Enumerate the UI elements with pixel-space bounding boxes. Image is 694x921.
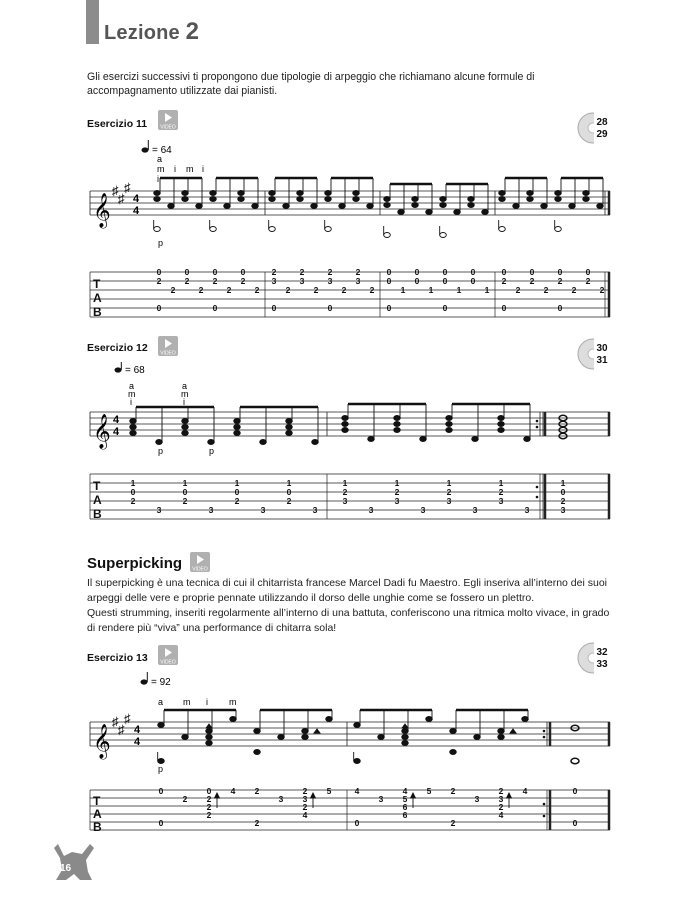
svg-text:0: 0 xyxy=(442,267,448,277)
svg-text:♯: ♯ xyxy=(124,711,131,726)
svg-text:2: 2 xyxy=(369,285,375,295)
svg-text:♯: ♯ xyxy=(118,722,125,737)
svg-text:0: 0 xyxy=(470,267,476,277)
page-number: 16 xyxy=(60,863,72,874)
tempo-marking: = 92 xyxy=(151,677,171,688)
svg-text:0: 0 xyxy=(386,303,392,313)
svg-text:1: 1 xyxy=(286,478,292,488)
svg-text:2: 2 xyxy=(271,267,277,277)
svg-text:0: 0 xyxy=(271,303,277,313)
svg-text:3: 3 xyxy=(472,505,478,515)
svg-text:♯: ♯ xyxy=(118,191,125,206)
svg-text:3: 3 xyxy=(156,505,162,515)
svg-text:0: 0 xyxy=(286,487,292,497)
superpicking-paragraph: Il superpicking è una tecnica di cui il chitarrista francese Marcel Dadi fu Maestro. Egli inseriva all’interno dei suoi arpeggi delle vere e proprie pennate utilizzando il dorso delle unghie come se fossero un plettro. xyxy=(87,577,607,604)
svg-text:3: 3 xyxy=(271,276,277,286)
svg-text:1: 1 xyxy=(428,285,434,295)
finger-i: i xyxy=(202,164,204,174)
svg-text:1: 1 xyxy=(394,478,400,488)
svg-text:4: 4 xyxy=(498,810,504,820)
finger-a: a xyxy=(158,697,164,707)
svg-text:0: 0 xyxy=(572,786,578,796)
svg-text:3: 3 xyxy=(378,794,384,804)
exercise-11-label: Esercizio 11 xyxy=(87,118,148,130)
svg-text:4: 4 xyxy=(113,414,120,426)
finger-i: i xyxy=(183,397,185,407)
svg-text:2: 2 xyxy=(355,267,361,277)
svg-text:3: 3 xyxy=(446,496,452,506)
svg-text:𝄞: 𝄞 xyxy=(93,415,111,448)
svg-text:0: 0 xyxy=(212,267,218,277)
video-label: VIDEO xyxy=(160,659,176,666)
lesson-number: 2 xyxy=(185,18,200,45)
intro-paragraph: Gli esercizi successivi ti propongono due tipologie di arpeggio che richiamano alcune formule di accompagnamento utilizzate dai pianisti. xyxy=(87,71,535,97)
svg-text:2: 2 xyxy=(130,496,136,506)
svg-text:4: 4 xyxy=(522,786,528,796)
svg-text:1: 1 xyxy=(498,478,504,488)
audio-track-icon[interactable] xyxy=(577,640,613,676)
svg-text:0: 0 xyxy=(442,276,448,286)
svg-text:0: 0 xyxy=(470,276,476,286)
svg-text:2: 2 xyxy=(394,487,400,497)
svg-text:6: 6 xyxy=(402,810,408,820)
svg-text:3: 3 xyxy=(208,505,214,515)
finger-m: m xyxy=(128,389,136,399)
svg-text:3: 3 xyxy=(302,794,308,804)
tab-letter: A xyxy=(93,807,102,821)
video-icon[interactable] xyxy=(189,551,211,573)
svg-text:𝄞: 𝄞 xyxy=(93,194,111,227)
svg-text:3: 3 xyxy=(524,505,530,515)
video-label: VIDEO xyxy=(160,350,176,357)
exercise-11-score xyxy=(85,140,615,320)
finger-i: i xyxy=(206,697,208,707)
svg-text:2: 2 xyxy=(206,802,212,812)
svg-text:♯: ♯ xyxy=(112,183,119,198)
section-title: Superpicking xyxy=(87,555,183,572)
svg-text:1: 1 xyxy=(484,285,490,295)
svg-text:0: 0 xyxy=(158,786,164,796)
svg-text:2: 2 xyxy=(206,810,212,820)
svg-text:2: 2 xyxy=(498,802,504,812)
svg-text:2: 2 xyxy=(184,276,190,286)
svg-text:0: 0 xyxy=(386,267,392,277)
svg-text:0: 0 xyxy=(158,818,164,828)
svg-text:0: 0 xyxy=(572,818,578,828)
svg-text:2: 2 xyxy=(498,487,504,497)
tab-letter: B xyxy=(93,507,102,521)
svg-text:0: 0 xyxy=(156,303,162,313)
track-number: 28 xyxy=(596,117,608,128)
svg-text:0: 0 xyxy=(212,303,218,313)
finger-i: i xyxy=(174,164,176,174)
tab-letter: T xyxy=(93,794,101,808)
tab-letter: B xyxy=(93,305,102,319)
svg-text:♯: ♯ xyxy=(112,714,119,729)
svg-text:2: 2 xyxy=(254,285,260,295)
svg-text:2: 2 xyxy=(206,794,212,804)
tempo-marking: = 64 xyxy=(152,145,172,156)
svg-text:3: 3 xyxy=(394,496,400,506)
finger-m: m xyxy=(229,697,237,707)
svg-text:2: 2 xyxy=(450,786,456,796)
svg-text:2: 2 xyxy=(240,276,246,286)
finger-p: p xyxy=(158,238,164,248)
svg-text:2: 2 xyxy=(498,786,504,796)
finger-a: a xyxy=(129,381,135,391)
svg-text:1: 1 xyxy=(446,478,452,488)
svg-text:1: 1 xyxy=(182,478,188,488)
svg-text:4: 4 xyxy=(134,724,141,736)
svg-text:0: 0 xyxy=(240,267,246,277)
svg-text:4: 4 xyxy=(230,786,236,796)
track-number: 29 xyxy=(596,129,608,140)
finger-a: a xyxy=(157,154,163,164)
svg-text:2: 2 xyxy=(299,267,305,277)
svg-text:4: 4 xyxy=(354,786,360,796)
tab-letter: B xyxy=(93,820,102,834)
svg-text:5: 5 xyxy=(426,786,432,796)
finger-a: a xyxy=(182,381,188,391)
svg-text:4: 4 xyxy=(113,426,120,438)
svg-text:3: 3 xyxy=(342,496,348,506)
svg-text:2: 2 xyxy=(302,786,308,796)
svg-text:4: 4 xyxy=(402,786,408,796)
svg-text:3: 3 xyxy=(498,496,504,506)
track-number: 31 xyxy=(596,355,608,366)
svg-text:1: 1 xyxy=(560,478,566,488)
svg-text:2: 2 xyxy=(327,267,333,277)
video-icon[interactable] xyxy=(157,644,179,666)
svg-text:5: 5 xyxy=(402,794,408,804)
finger-m: m xyxy=(183,697,191,707)
finger-m: m xyxy=(157,164,165,174)
svg-text:3: 3 xyxy=(498,794,504,804)
track-number: 30 xyxy=(596,343,608,354)
tab-letter: T xyxy=(93,479,101,493)
svg-text:0: 0 xyxy=(354,818,360,828)
svg-text:2: 2 xyxy=(446,487,452,497)
video-icon[interactable] xyxy=(157,109,179,131)
svg-text:3: 3 xyxy=(420,505,426,515)
svg-text:0: 0 xyxy=(156,267,162,277)
finger-m: m xyxy=(181,389,189,399)
video-icon[interactable] xyxy=(157,335,179,357)
tab-letter: A xyxy=(93,291,102,305)
lesson-title xyxy=(104,18,199,46)
svg-text:2: 2 xyxy=(226,285,232,295)
finger-p: p xyxy=(158,446,164,456)
svg-text:3: 3 xyxy=(560,505,566,515)
svg-text:5: 5 xyxy=(326,786,332,796)
svg-text:4: 4 xyxy=(133,205,140,217)
svg-text:4: 4 xyxy=(302,810,308,820)
exercise-12-label: Esercizio 12 xyxy=(87,342,148,354)
svg-text:2: 2 xyxy=(560,496,566,506)
exercise-12-score xyxy=(85,362,615,522)
svg-text:2: 2 xyxy=(182,794,188,804)
svg-text:3: 3 xyxy=(260,505,266,515)
svg-text:0: 0 xyxy=(414,276,420,286)
finger-p: p xyxy=(158,764,164,774)
track-number: 32 xyxy=(596,647,608,658)
svg-text:0: 0 xyxy=(206,786,212,796)
header-bar xyxy=(86,0,99,44)
svg-text:2: 2 xyxy=(254,818,260,828)
svg-text:0: 0 xyxy=(234,487,240,497)
svg-text:3: 3 xyxy=(299,276,305,286)
svg-text:3: 3 xyxy=(474,794,480,804)
tempo-marking: = 68 xyxy=(125,365,145,376)
video-label: VIDEO xyxy=(192,566,208,573)
svg-text:4: 4 xyxy=(134,736,141,748)
svg-text:1: 1 xyxy=(456,285,462,295)
tab-letter: T xyxy=(93,277,101,291)
svg-text:0: 0 xyxy=(442,303,448,313)
mascot-logo xyxy=(52,842,98,882)
svg-text:0: 0 xyxy=(327,303,333,313)
svg-text:3: 3 xyxy=(312,505,318,515)
svg-text:2: 2 xyxy=(341,285,347,295)
svg-text:2: 2 xyxy=(286,496,292,506)
svg-text:2: 2 xyxy=(156,276,162,286)
svg-text:1: 1 xyxy=(130,478,136,488)
svg-text:2: 2 xyxy=(182,496,188,506)
svg-text:𝄞: 𝄞 xyxy=(93,725,111,758)
svg-text:2: 2 xyxy=(254,786,260,796)
svg-text:2: 2 xyxy=(234,496,240,506)
svg-text:0: 0 xyxy=(386,276,392,286)
track-number: 33 xyxy=(596,659,608,670)
svg-text:4: 4 xyxy=(133,193,140,205)
superpicking-paragraph: Questi strumming, inseriti regolarmente all’interno di una battuta, conferiscono una ritmica molto vivace, in grado di rendere più “viva” una performance di chitarra sola! xyxy=(87,607,610,634)
svg-text:3: 3 xyxy=(355,276,361,286)
svg-text:0: 0 xyxy=(560,487,566,497)
svg-text:1: 1 xyxy=(400,285,406,295)
svg-text:2: 2 xyxy=(170,285,176,295)
svg-text:0: 0 xyxy=(182,487,188,497)
exercise-13-label: Esercizio 13 xyxy=(87,652,148,664)
svg-text:3: 3 xyxy=(368,505,374,515)
finger-p: p xyxy=(209,446,215,456)
svg-text:2: 2 xyxy=(198,285,204,295)
tab-letter: A xyxy=(93,493,102,507)
svg-text:0: 0 xyxy=(184,267,190,277)
svg-text:2: 2 xyxy=(212,276,218,286)
svg-text:2: 2 xyxy=(285,285,291,295)
finger-i: i xyxy=(157,174,159,184)
svg-text:♯: ♯ xyxy=(124,180,131,195)
video-label: VIDEO xyxy=(160,124,176,131)
svg-text:1: 1 xyxy=(234,478,240,488)
finger-i: i xyxy=(130,397,132,407)
lesson-word: Lezione xyxy=(104,22,180,44)
svg-text:6: 6 xyxy=(402,802,408,812)
svg-text:2: 2 xyxy=(450,818,456,828)
svg-text:2: 2 xyxy=(342,487,348,497)
svg-text:2: 2 xyxy=(302,802,308,812)
svg-text:2: 2 xyxy=(313,285,319,295)
svg-text:0: 0 xyxy=(130,487,136,497)
svg-text:1: 1 xyxy=(342,478,348,488)
finger-m: m xyxy=(186,164,194,174)
svg-text:3: 3 xyxy=(278,794,284,804)
svg-text:3: 3 xyxy=(327,276,333,286)
exercise-13-score xyxy=(85,672,615,837)
svg-text:0: 0 xyxy=(414,267,420,277)
